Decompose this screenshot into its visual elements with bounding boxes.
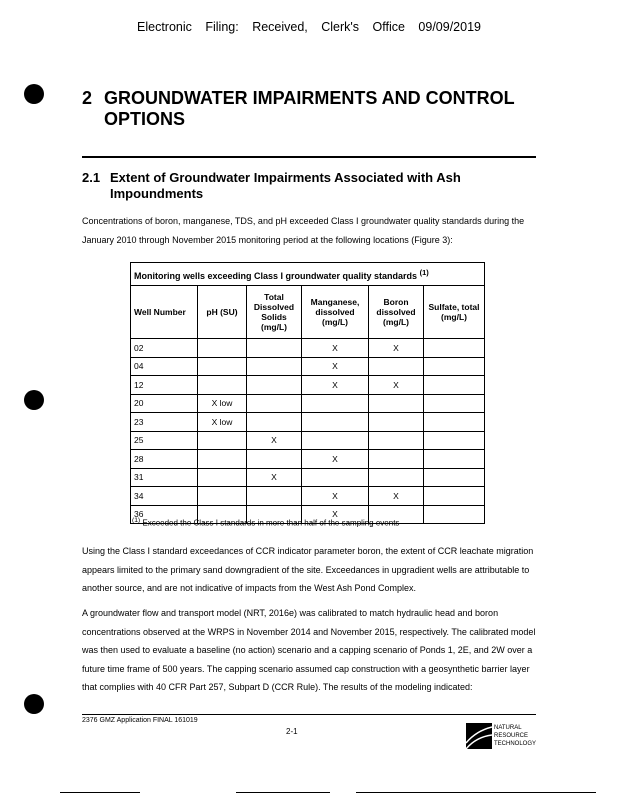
subsection-number: 2.1 bbox=[82, 170, 101, 185]
exceedance-cell bbox=[369, 357, 424, 376]
well-number-cell: 28 bbox=[131, 450, 198, 469]
exceedance-cell bbox=[302, 413, 369, 432]
exceedance-cell: X bbox=[302, 339, 369, 358]
col-header: Sulfate, total (mg/L) bbox=[424, 286, 485, 339]
section-rule bbox=[82, 156, 536, 158]
exceedance-cell bbox=[247, 394, 302, 413]
exceedance-cell bbox=[198, 431, 247, 450]
table-row bbox=[131, 394, 485, 413]
well-number-cell: 25 bbox=[131, 431, 198, 450]
paragraph-model: A groundwater flow and transport model (NRT, 2016e) was calibrated to match hydraulic head and boron concentrations observed at the WRPS in November 2014 and November 2015, respectively. The calibrated model was then used to evaluate a baseline (no action) scenario and a capping scenario of Ponds 1, 2E, and 2W over a future time frame of 500 years. The capping scenario assumed cap construction with a geosynthetic barrier layer that complies with 40 CFR Part 257, Subpart D (CCR Rule). The results of the modeling indicated: bbox=[82, 608, 536, 692]
well-number-cell: 12 bbox=[131, 376, 198, 395]
exceedance-cell bbox=[247, 450, 302, 469]
col-header: Total Dissolved Solids (mg/L) bbox=[247, 286, 302, 339]
exceedance-cell: X bbox=[302, 376, 369, 395]
exceedance-cell bbox=[247, 357, 302, 376]
exceedance-cell bbox=[424, 505, 485, 524]
exceedance-cell bbox=[198, 450, 247, 469]
exceedance-cell bbox=[424, 450, 485, 469]
exceedance-cell bbox=[198, 357, 247, 376]
scan-mark bbox=[236, 792, 330, 793]
exceedance-cell bbox=[247, 487, 302, 506]
exceedance-cell bbox=[302, 468, 369, 487]
exceedance-cell: X bbox=[302, 450, 369, 469]
well-number-cell: 02 bbox=[131, 339, 198, 358]
table-row bbox=[131, 357, 485, 376]
footer-rule bbox=[82, 714, 536, 715]
exceedance-cell bbox=[198, 487, 247, 506]
paragraph-boron-extent: Using the Class I standard exceedances of CCR indicator parameter boron, the extent of CCR leachate migration appears limited to the primary sand downgradient of the site. Exceedances in upgradient wells are attributable to another source, and are not indicative of impacts from the West Ash Pond Complex. bbox=[82, 546, 534, 593]
exceedance-cell: X bbox=[247, 431, 302, 450]
exceedance-cell bbox=[247, 339, 302, 358]
subsection-heading bbox=[82, 170, 510, 202]
well-number-cell: 23 bbox=[131, 413, 198, 432]
table-row bbox=[131, 450, 485, 469]
col-header: pH (SU) bbox=[198, 286, 247, 339]
table-row bbox=[131, 413, 485, 432]
exceedance-cell bbox=[198, 376, 247, 395]
exceedance-cell bbox=[424, 376, 485, 395]
col-header: Well Number bbox=[131, 286, 198, 339]
exceedance-cell bbox=[369, 394, 424, 413]
exceedance-cell: X bbox=[302, 487, 369, 506]
exceedance-cell bbox=[424, 339, 485, 358]
exceedance-cell bbox=[302, 394, 369, 413]
subsection-title: Extent of Groundwater Impairments Associated with Ash Impoundments bbox=[110, 170, 461, 201]
table-row bbox=[131, 339, 485, 358]
table-caption: Monitoring wells exceeding Class I groundwater quality standards $^{(1)}$ bbox=[131, 263, 485, 286]
filing-stamp: Electronic Filing: Received, Clerk's Office 09/09/2019 bbox=[137, 20, 481, 34]
exceedance-cell bbox=[424, 468, 485, 487]
exceedance-cell bbox=[247, 413, 302, 432]
exceedance-cell: X low bbox=[198, 394, 247, 413]
col-header: Boron dissolved (mg/L) bbox=[369, 286, 424, 339]
page-number: 2-1 bbox=[286, 727, 298, 736]
well-number-cell: 31 bbox=[131, 468, 198, 487]
well-number-cell: 04 bbox=[131, 357, 198, 376]
exceedance-cell: X bbox=[369, 339, 424, 358]
section-number: 2 bbox=[82, 88, 93, 108]
table-row bbox=[131, 376, 485, 395]
exceedance-cell bbox=[369, 413, 424, 432]
exceedance-cell bbox=[198, 468, 247, 487]
scan-mark bbox=[60, 792, 140, 793]
table-footnote: $^{(1)}$ Exceeded the Class I standards in more than half of the sampling events bbox=[132, 517, 400, 528]
table-row bbox=[131, 487, 485, 506]
punch-hole bbox=[24, 84, 44, 104]
exceedance-cell bbox=[302, 431, 369, 450]
company-logo: NATURAL RESOURCE TECHNOLOGY bbox=[466, 723, 536, 749]
exceedance-cell: X bbox=[369, 376, 424, 395]
exceedance-cell bbox=[198, 339, 247, 358]
exceedance-cell: X low bbox=[198, 413, 247, 432]
exceedance-cell: X bbox=[302, 505, 369, 524]
footer-doc-id: 2376 GMZ Application FINAL 161019 bbox=[82, 717, 198, 724]
exceedance-cell bbox=[247, 376, 302, 395]
intro-paragraph: Concentrations of boron, manganese, TDS, and pH exceeded Class I groundwater quality standards during the January 2010 through November 2015 monitoring period at the following locations (Figure 3): bbox=[82, 216, 525, 245]
exceedance-cell bbox=[369, 450, 424, 469]
well-number-cell: 20 bbox=[131, 394, 198, 413]
scan-mark bbox=[356, 792, 596, 793]
exceedance-cell bbox=[369, 431, 424, 450]
exceedance-cell bbox=[424, 487, 485, 506]
col-header: Manganese, dissolved (mg/L) bbox=[302, 286, 369, 339]
exceedance-cell: X bbox=[247, 468, 302, 487]
section-heading bbox=[82, 88, 534, 130]
well-number-cell: 36 bbox=[131, 505, 198, 524]
exceedance-cell: X bbox=[302, 357, 369, 376]
logo-swoosh-icon bbox=[466, 723, 492, 749]
punch-hole bbox=[24, 390, 44, 410]
table-row bbox=[131, 468, 485, 487]
exceedance-cell bbox=[424, 357, 485, 376]
table-header-row bbox=[131, 286, 485, 339]
exceedance-cell: X bbox=[369, 487, 424, 506]
punch-hole bbox=[24, 694, 44, 714]
exceedance-cell bbox=[369, 468, 424, 487]
section-title: GROUNDWATER IMPAIRMENTS AND CONTROL OPTIONS bbox=[104, 88, 515, 129]
exceedance-cell bbox=[424, 394, 485, 413]
exceedance-table bbox=[130, 262, 485, 524]
table-row bbox=[131, 431, 485, 450]
exceedance-cell bbox=[424, 431, 485, 450]
well-number-cell: 34 bbox=[131, 487, 198, 506]
exceedance-cell bbox=[424, 413, 485, 432]
